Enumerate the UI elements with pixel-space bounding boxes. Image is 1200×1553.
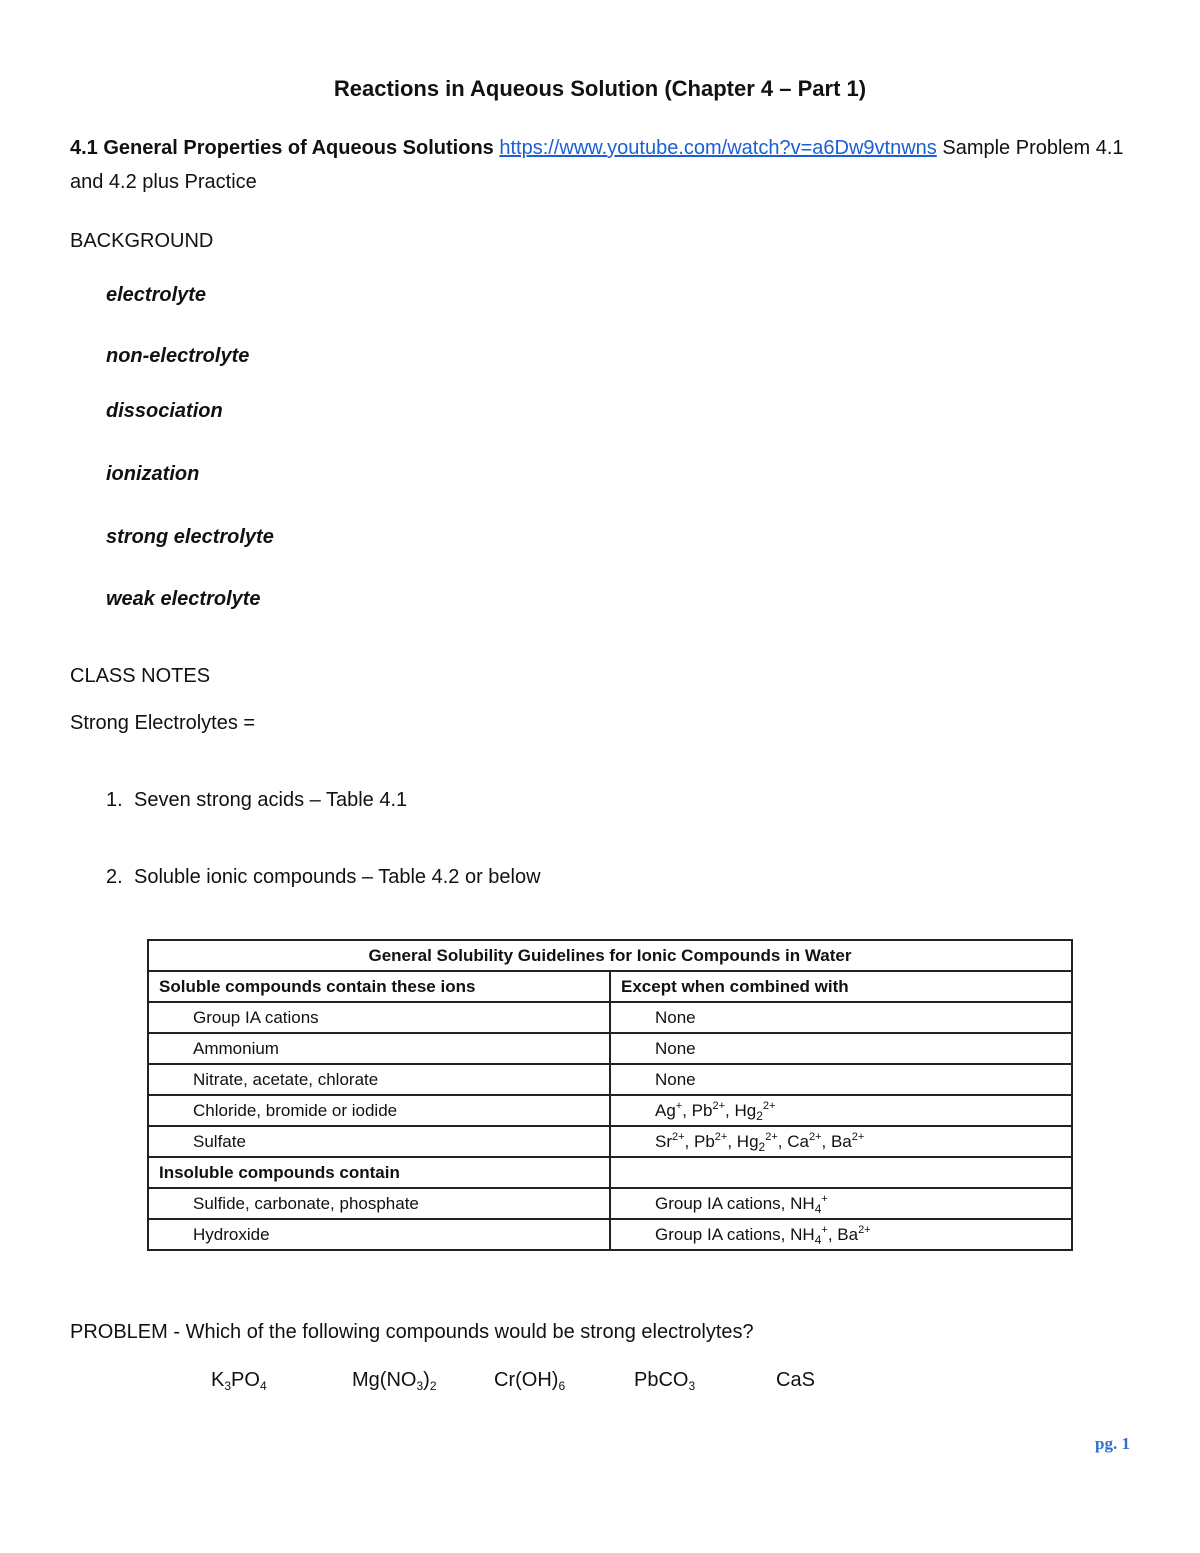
background-label: BACKGROUND <box>70 230 214 252</box>
term-non-electrolyte: non-electrolyte <box>106 345 250 367</box>
ion-cell: Sulfate <box>148 1126 610 1157</box>
compound: PbCO$_3$ <box>634 1369 696 1393</box>
ion-cell: Hydroxide <box>148 1219 610 1250</box>
except-cell: Ag+, $Pb^{2+}$, $Hg_2^{2+}$ <box>610 1095 1072 1126</box>
table-title: General Solubility Guidelines for Ionic Compounds in Water <box>148 940 1072 971</box>
except-cell: $Sr^{2+}$, $Pb^{2+}$, $Hg_2^{2+}$, $Ca^{2+}$, $Ba^{2+}$ <box>610 1126 1072 1157</box>
solubility-table <box>147 939 1073 1251</box>
table-row <box>148 1095 1072 1126</box>
except-cell: None <box>610 1033 1072 1064</box>
section-tail: Sample Problem 4.1 and 4.2 plus Practice <box>70 137 1124 193</box>
insoluble-header: Insoluble compounds contain <box>148 1157 610 1188</box>
compound: $Mg(NO_3)_2$ <box>352 1369 437 1393</box>
compound: $Cr(OH)_6$ <box>494 1369 566 1393</box>
table-row <box>148 1064 1072 1095</box>
table-row <box>148 1219 1072 1250</box>
table-row <box>148 1033 1072 1064</box>
ion-cell: Chloride, bromide or iodide <box>148 1095 610 1126</box>
term-weak-electrolyte: weak electrolyte <box>106 588 261 610</box>
document-title: Reactions in Aqueous Solution (Chapter 4 – Part 1) <box>333 76 867 101</box>
ion-cell: Nitrate, acetate, chlorate <box>148 1064 610 1095</box>
except-cell: None <box>610 1002 1072 1033</box>
column-header: Soluble compounds contain these ions <box>148 971 610 1002</box>
list-item <box>106 789 407 812</box>
list-text: Seven strong acids – Table 4.1 <box>134 789 408 811</box>
term-dissociation: dissociation <box>106 400 223 422</box>
table-row <box>148 1126 1072 1157</box>
class-notes-label: CLASS NOTES <box>70 665 211 687</box>
term-strong-electrolyte: strong electrolyte <box>106 526 274 548</box>
list-item <box>106 866 541 889</box>
term-electrolyte: electrolyte <box>106 284 207 306</box>
compound: CaS <box>776 1369 815 1391</box>
list-number: 2. <box>106 866 123 888</box>
ion-cell: Group IA cations <box>148 1002 610 1033</box>
column-header: Except when combined with <box>610 971 1072 1002</box>
compound: $K_3PO_4$ <box>211 1369 267 1393</box>
strong-electrolytes-label: Strong Electrolytes = <box>70 712 256 734</box>
section-heading <box>70 131 1130 199</box>
except-cell: Group IA cations, $NH_4^+$ <box>610 1188 1072 1219</box>
list-text: Soluble ionic compounds – Table 4.2 or below <box>134 866 541 888</box>
ion-cell: Sulfide, carbonate, phosphate <box>148 1188 610 1219</box>
empty-cell <box>610 1157 1072 1188</box>
page-number: pg. 1 <box>1095 1434 1130 1453</box>
except-cell: None <box>610 1064 1072 1095</box>
table-row <box>148 1157 1072 1188</box>
list-number: 1. <box>106 789 123 811</box>
problem-text: PROBLEM - Which of the following compounds would be strong electrolytes? <box>70 1321 754 1343</box>
ion-cell: Ammonium <box>148 1033 610 1064</box>
except-cell: Group IA cations, $NH_4^+$, $Ba^{2+}$ <box>610 1219 1072 1250</box>
term-ionization: ionization <box>106 463 200 485</box>
section-title: 4.1 General Properties of Aqueous Solutions <box>70 137 494 159</box>
table-row <box>148 1002 1072 1033</box>
table-row <box>148 1188 1072 1219</box>
video-link[interactable]: https://www.youtube.com/watch?v=a6Dw9vtnwns <box>499 137 937 159</box>
